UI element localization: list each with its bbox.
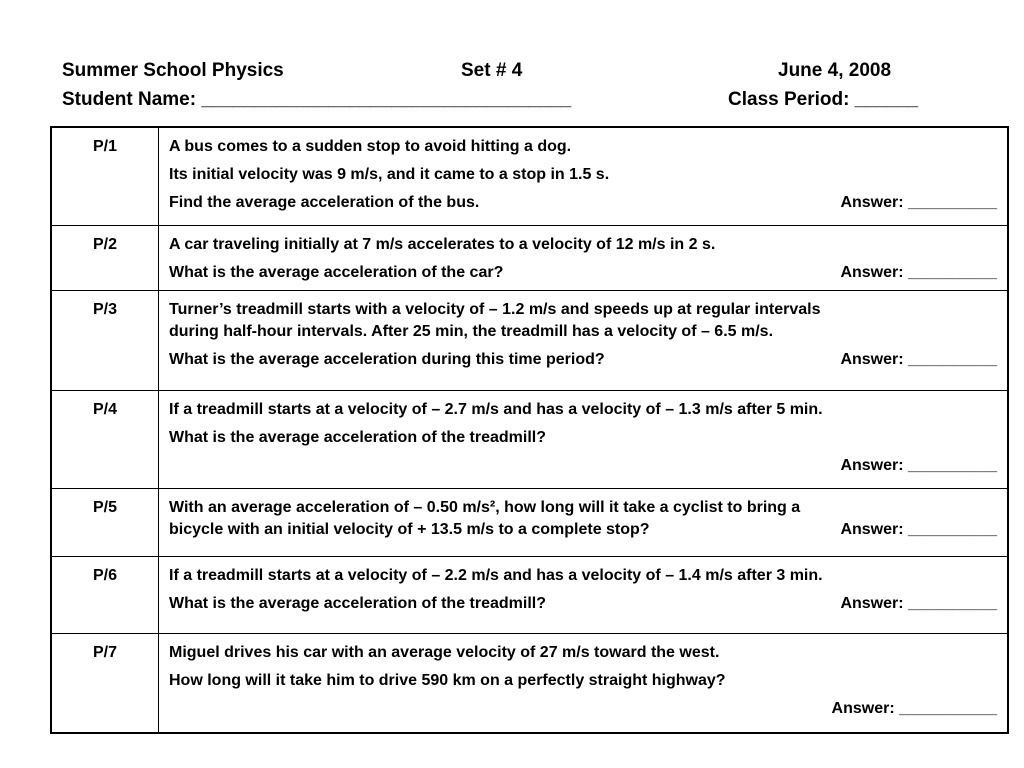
question-answer-line xyxy=(169,593,997,615)
student-name-field: Student Name: ___________________________________ xyxy=(62,89,572,110)
problem-number: P/5 xyxy=(51,488,159,556)
problem-number: P/3 xyxy=(51,290,159,390)
problem-text xyxy=(159,225,1009,290)
class-period-field: Class Period: ______ xyxy=(728,89,919,110)
problem-number: P/2 xyxy=(51,225,159,290)
problem-line: If a treadmill starts at a velocity of – 2.7 m/s and has a velocity of – 1.3 m/s after 5 min. xyxy=(169,400,823,418)
problem-text xyxy=(159,127,1009,225)
question-answer-line xyxy=(169,192,997,214)
problem-question: bicycle with an initial velocity of + 13.5 m/s to a complete stop? xyxy=(169,520,650,538)
answer-blank: Answer: __________ xyxy=(840,594,997,612)
problem-row xyxy=(51,488,1008,556)
problem-row xyxy=(51,633,1008,733)
problem-number: P/6 xyxy=(51,556,159,633)
set-number: Set # 4 xyxy=(461,60,523,81)
answer-blank: Answer: ___________ xyxy=(831,699,997,717)
problem-number: P/7 xyxy=(51,633,159,733)
problem-row xyxy=(51,290,1008,390)
problem-line: Its initial velocity was 9 m/s, and it came to a stop in 1.5 s. xyxy=(169,166,610,183)
problem-question: What is the average acceleration of the car? xyxy=(169,263,504,281)
problem-row xyxy=(51,556,1008,633)
answer-blank: Answer: __________ xyxy=(840,456,997,474)
problem-line: A bus comes to a sudden stop to avoid hitting a dog. xyxy=(169,138,572,155)
question-answer-line xyxy=(169,262,997,284)
problem-row xyxy=(51,127,1008,225)
problem-line: With an average acceleration of – 0.50 m/s², how long will it take a cyclist to bring a xyxy=(169,498,801,516)
problem-number: P/4 xyxy=(51,390,159,488)
question-answer-line xyxy=(169,519,997,541)
problem-text xyxy=(159,633,1009,733)
problem-question: Find the average acceleration of the bus. xyxy=(169,194,480,211)
answer-blank: Answer: __________ xyxy=(840,350,997,368)
answer-blank: Answer: __________ xyxy=(840,263,997,281)
problem-text xyxy=(159,556,1009,633)
course-title: Summer School Physics xyxy=(62,60,284,81)
problem-line: Miguel drives his car with an average velocity of 27 m/s toward the west. xyxy=(169,643,720,661)
problem-table xyxy=(50,126,1009,734)
problem-line: during half-hour intervals. After 25 min, the treadmill has a velocity of – 6.5 m/s. xyxy=(169,322,774,340)
problem-line: If a treadmill starts at a velocity of – 2.2 m/s and has a velocity of – 1.4 m/s after 3 min. xyxy=(169,566,823,584)
answer-blank: Answer: __________ xyxy=(840,194,997,211)
problem-line: What is the average acceleration of the treadmill? xyxy=(169,428,546,446)
question-answer-line xyxy=(169,349,997,371)
worksheet-date: June 4, 2008 xyxy=(778,60,892,81)
problem-text xyxy=(159,488,1009,556)
problem-line: How long will it take him to drive 590 km on a perfectly straight highway? xyxy=(169,671,726,689)
problem-line: A car traveling initially at 7 m/s accelerates to a velocity of 12 m/s in 2 s. xyxy=(169,235,716,253)
problem-question: What is the average acceleration during this time period? xyxy=(169,350,605,368)
answer-blank: Answer: __________ xyxy=(840,520,997,538)
problem-text xyxy=(159,390,1009,488)
problem-text xyxy=(159,290,1009,390)
problem-question: What is the average acceleration of the treadmill? xyxy=(169,594,546,612)
problem-line: Turner’s treadmill starts with a velocity of – 1.2 m/s and speeds up at regular intervals xyxy=(169,300,821,318)
problem-number: P/1 xyxy=(51,127,159,225)
problem-row xyxy=(51,225,1008,290)
problem-row xyxy=(51,390,1008,488)
